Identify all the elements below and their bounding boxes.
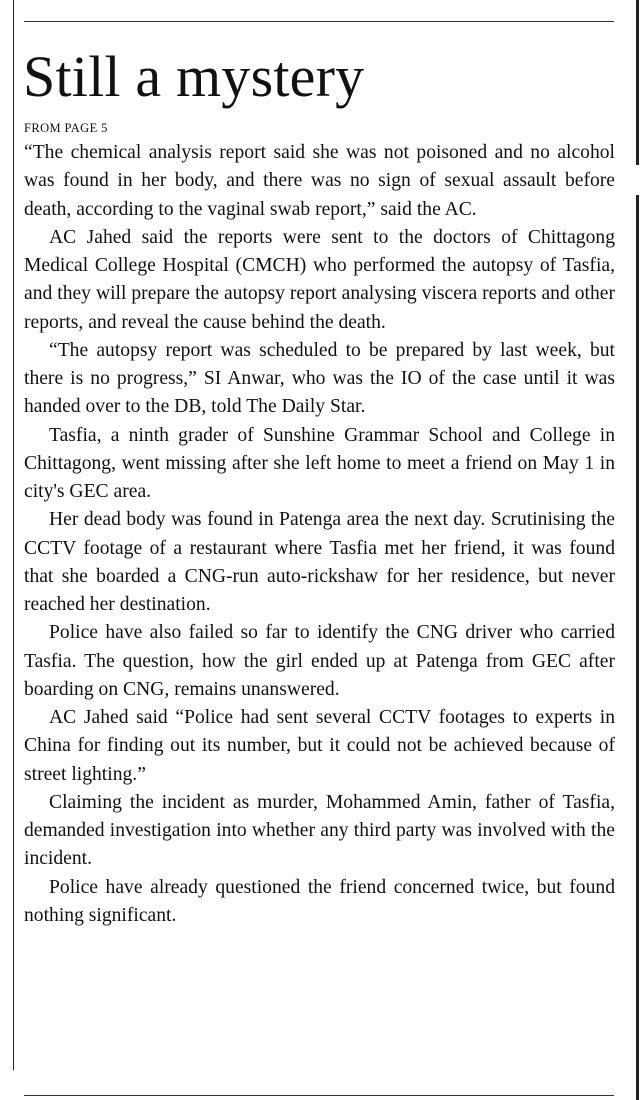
column-left-border	[13, 0, 14, 1070]
adjacent-column-border-top	[636, 0, 639, 165]
article-paragraph: Tasfia, a ninth grader of Sunshine Grammar School and College in Chittagong, went missing after she left home to meet a friend on May 1 in city's GEC area.	[24, 424, 615, 502]
article-paragraph: AC Jahed said the reports were sent to the doctors of Chittagong Medical College Hospital (CMCH) who performed the autopsy of Tasfia, and they will prepare the autopsy report analysing viscera reports and other reports, and reveal the cause behind the death.	[24, 226, 615, 333]
article-paragraph: AC Jahed said “Police had sent several CCTV footages to experts in China for finding out its number, but it could not be achieved because of street lighting.”	[24, 707, 615, 785]
article-body	[24, 139, 615, 930]
article-paragraph: “The chemical analysis report said she was not poisoned and no alcohol was found in her body, and there was no sign of sexual assault before death, according to the vaginal swab report,” said the AC.	[24, 142, 615, 220]
article-paragraph: “The autopsy report was scheduled to be prepared by last week, but there is no progress,” SI Anwar, who was the IO of the case until it was handed over to the DB, told The Daily Star.	[24, 339, 615, 418]
bottom-divider-rule	[24, 1095, 614, 1096]
article-paragraph: Claiming the incident as murder, Mohammed Amin, father of Tasfia, demanded investigation into whether any third party was involved with the incident.	[24, 791, 615, 870]
jump-label: FROM PAGE 5	[24, 121, 108, 135]
adjacent-column-border-bottom	[636, 195, 639, 1100]
article-headline: Still a mystery	[23, 44, 365, 109]
article-paragraph: Police have already questioned the friend concerned twice, but found nothing significant.	[24, 876, 615, 926]
article-paragraph: Police have also failed so far to identify the CNG driver who carried Tasfia. The question, how the girl ended up at Patenga from GEC after boarding on CNG, remains unanswered.	[24, 622, 615, 700]
article-paragraph: Her dead body was found in Patenga area the next day. Scrutinising the CCTV footage of a restaurant where Tasfia met her friend, it was found that she boarded a CNG-run auto-rickshaw for her residence, but never reached her destination.	[24, 509, 615, 615]
top-divider-rule	[24, 21, 614, 22]
